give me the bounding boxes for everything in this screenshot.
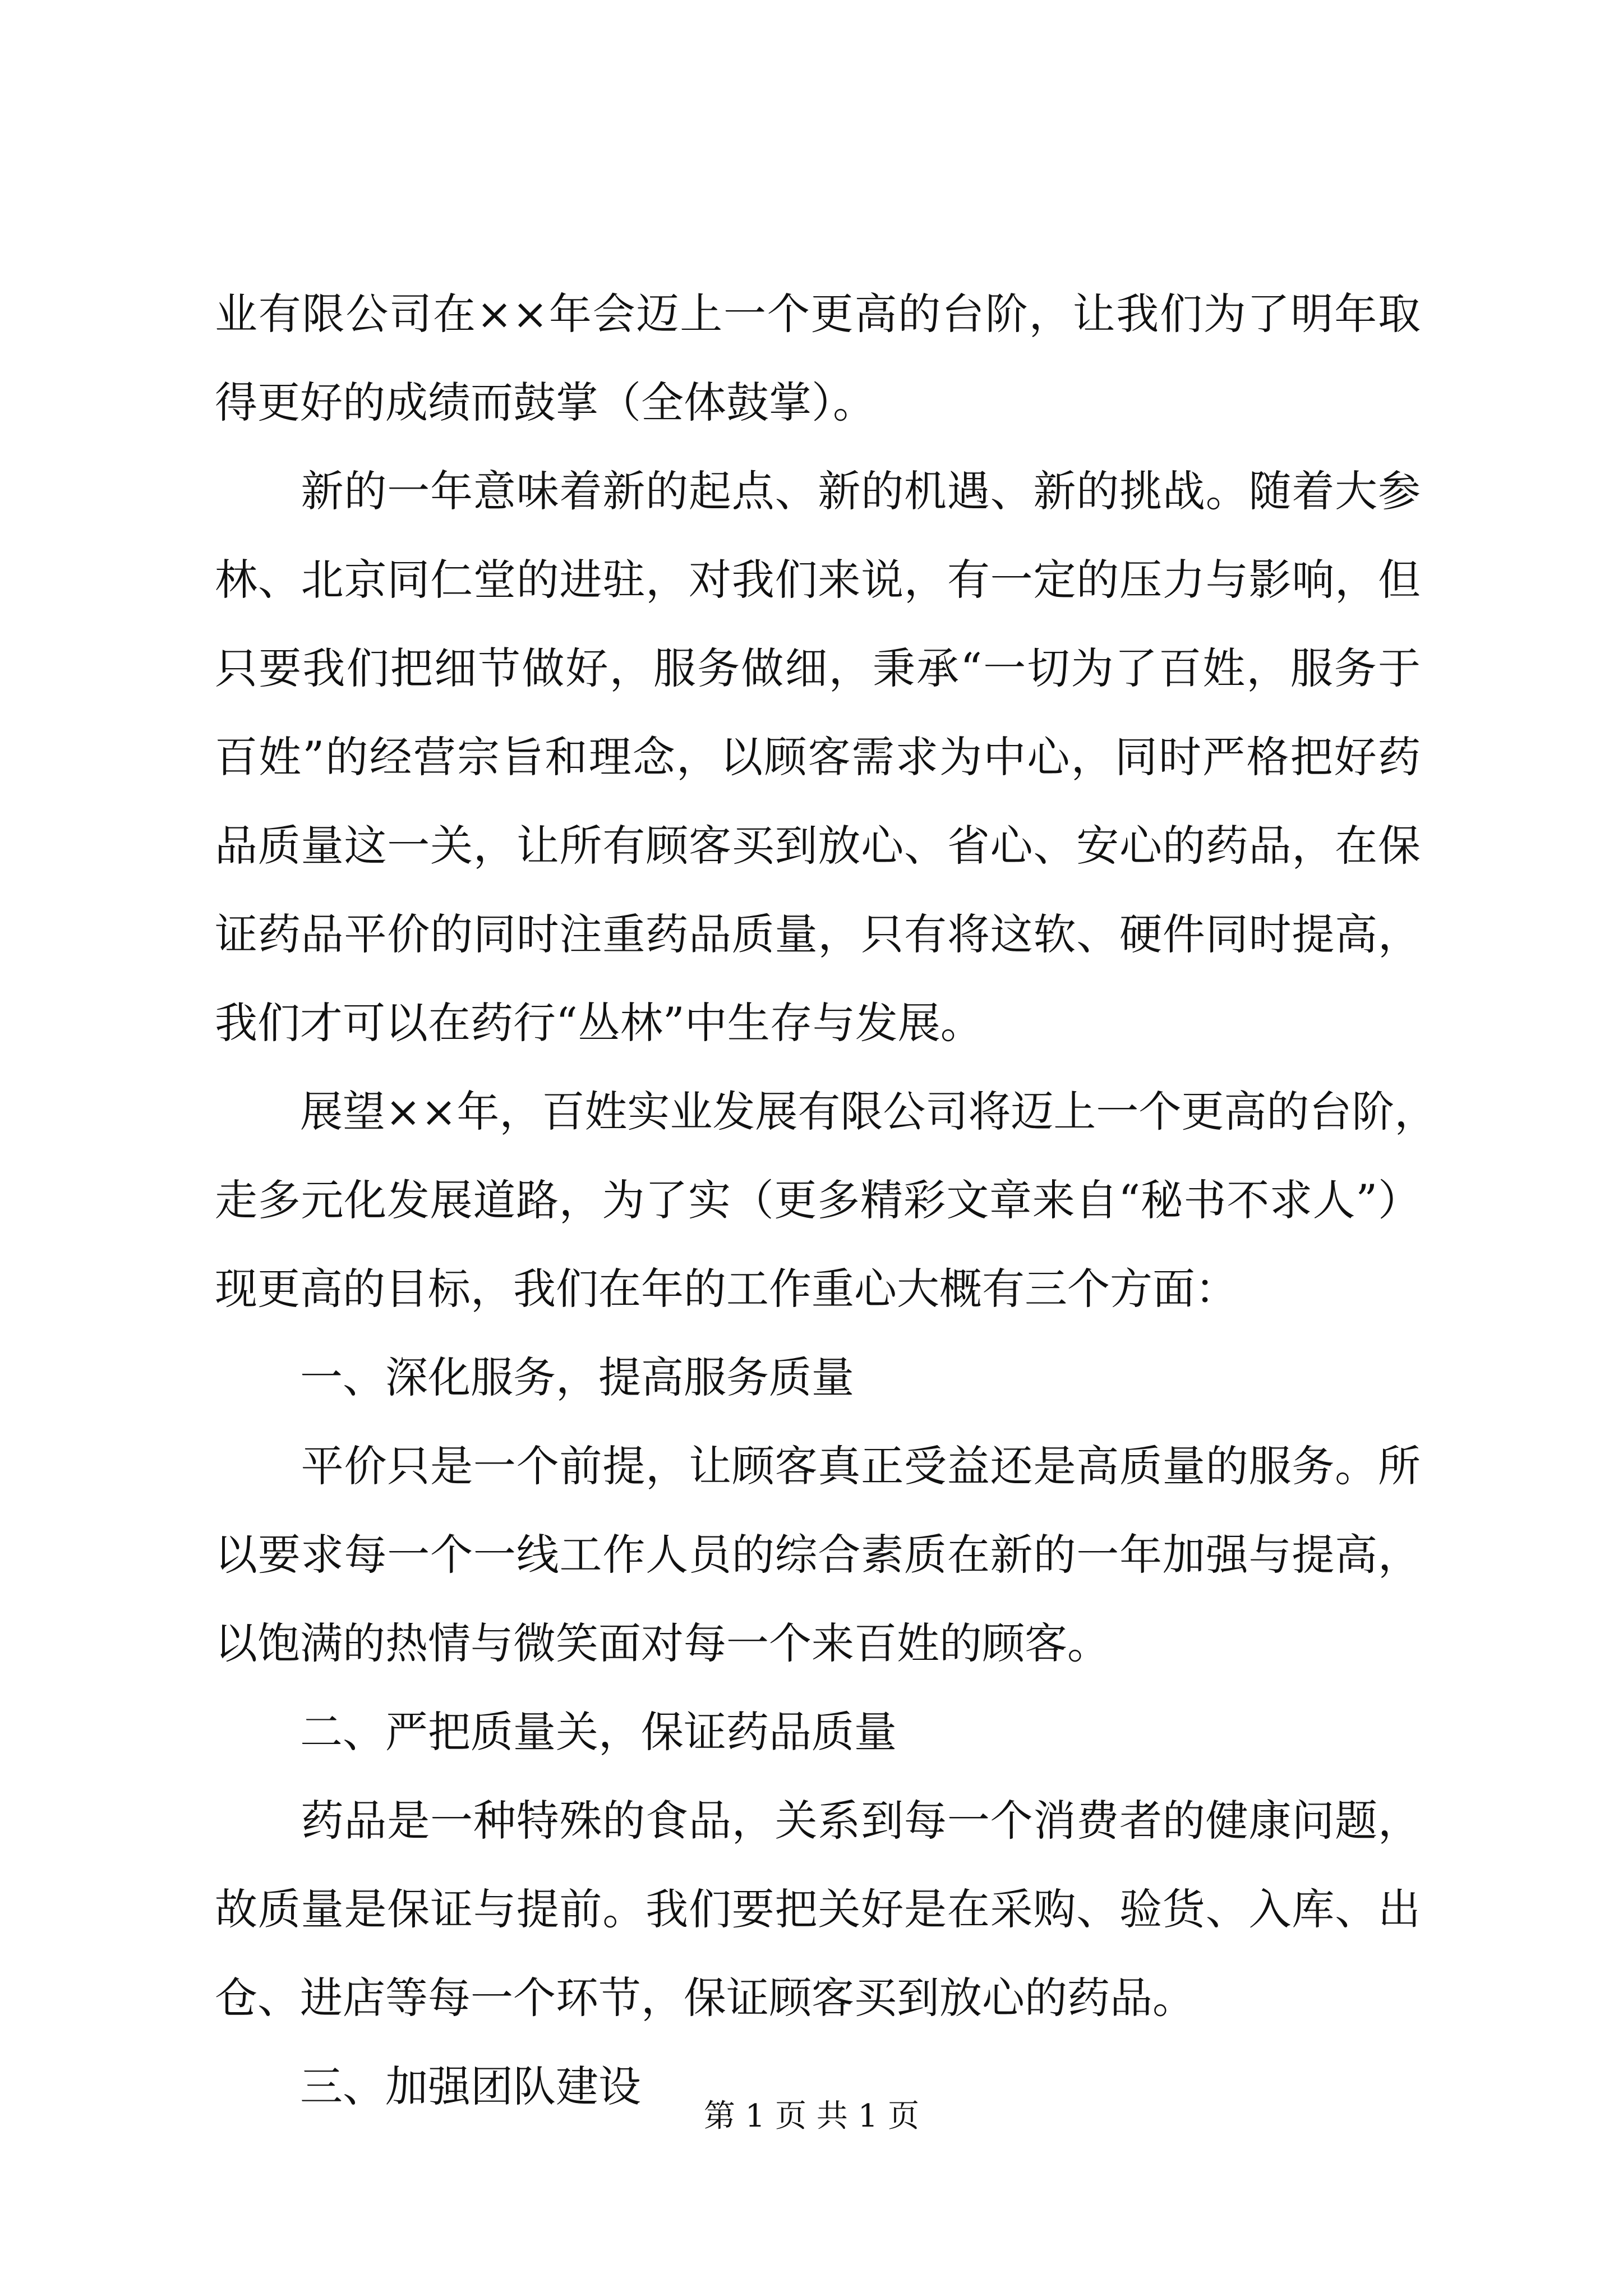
text-line: 故质量是保证与提前。我们要把关好是在采购、验货、入库、出 (215, 1884, 1421, 1934)
paragraph (215, 1796, 1421, 2023)
paragraph (215, 1707, 1421, 1757)
text-line: 得更好的成绩而鼓掌（全体鼓掌）。 (215, 378, 875, 427)
text-line: 展望××年，百姓实业发展有限公司将迈上一个更高的台阶， (215, 1087, 1437, 1137)
text-line: 证药品平价的同时注重药品质量，只有将这软、硬件同时提高， (215, 909, 1421, 959)
document-body (215, 289, 1437, 2111)
paragraph (215, 1352, 1421, 1402)
paragraph (215, 1087, 1437, 1314)
text-line: 以饱满的热情与微笑面对每一个来百姓的顾客。 (215, 1618, 1110, 1668)
text-line: 二、严把质量关，保证药品质量 (215, 1707, 897, 1757)
text-line: 新的一年意味着新的起点、新的机遇、新的挑战。随着大参 (215, 466, 1421, 516)
text-line: 仓、进店等每一个环节，保证顾客买到放心的药品。 (215, 1973, 1195, 2023)
text-line: 业有限公司在××年会迈上一个更高的台阶，让我们为了明年取 (215, 289, 1421, 339)
text-line: 我们才可以在药行“丛林”中生存与发展。 (215, 998, 983, 1048)
text-line: 只要我们把细节做好，服务做细，秉承“一切为了百姓，服务于 (215, 643, 1421, 693)
paragraph (215, 289, 1421, 427)
text-line: 三、加强团队建设 (215, 2062, 641, 2111)
page-footer: 第 1 页 共 1 页 (703, 2098, 920, 2134)
text-line: 现更高的目标，我们在年的工作重心大概有三个方面： (215, 1264, 1238, 1314)
text-line: 一、深化服务，提高服务质量 (215, 1352, 854, 1402)
paragraph (215, 466, 1421, 1048)
text-line: 以要求每一个一线工作人员的综合素质在新的一年加强与提高， (215, 1530, 1421, 1580)
text-line: 走多元化发展道路，为了实（更多精彩文章来自“秘书不求人”） (215, 1175, 1421, 1225)
paragraph (215, 1441, 1421, 1668)
text-line: 林、北京同仁堂的进驻，对我们来说，有一定的压力与影响，但 (215, 555, 1421, 605)
text-line: 品质量这一关，让所有顾客买到放心、省心、安心的药品，在保 (215, 821, 1421, 871)
text-line: 平价只是一个前提，让顾客真正受益还是高质量的服务。所 (215, 1441, 1421, 1491)
text-line: 百姓”的经营宗旨和理念，以顾客需求为中心，同时严格把好药 (215, 732, 1421, 782)
text-line: 药品是一种特殊的食品，关系到每一个消费者的健康问题， (215, 1796, 1421, 1846)
